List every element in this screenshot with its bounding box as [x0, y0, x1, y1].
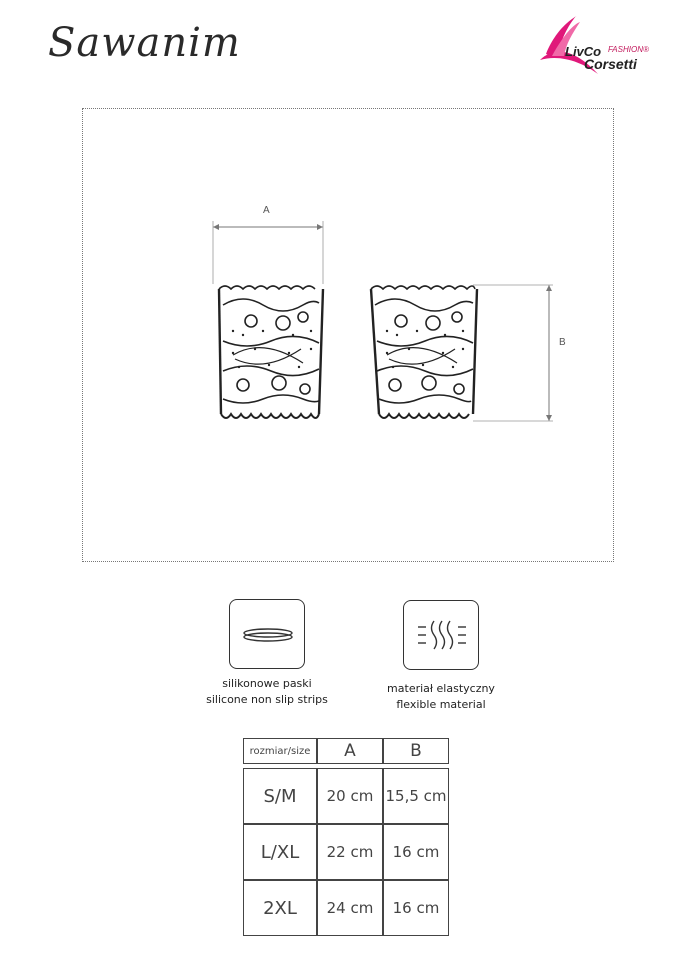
feature-label-elastic-en: flexible material — [396, 698, 486, 711]
feature-label-silicone-en: silicone non slip strips — [206, 693, 328, 706]
brand-name-livco: LivCo — [565, 44, 602, 59]
brand-name-corsetti: Corsetti — [584, 56, 637, 72]
value-a-cell: 20 cm — [317, 768, 383, 824]
size-cell: L/XL — [243, 824, 317, 880]
dimension-a-label: A — [263, 205, 270, 216]
table-row — [243, 768, 449, 824]
size-table-col-b: B — [383, 738, 449, 764]
size-cell: 2XL — [243, 880, 317, 936]
feature-label-silicone-pl: silikonowe paski — [222, 677, 312, 690]
size-cell: S/M — [243, 768, 317, 824]
product-title: Sawanim — [48, 20, 241, 66]
elastic-material-icon — [403, 600, 479, 670]
size-table-col-a: A — [317, 738, 383, 764]
product-drawing-frame — [82, 108, 614, 562]
left-garter — [219, 286, 323, 418]
value-b-cell: 16 cm — [383, 880, 449, 936]
size-table — [243, 738, 449, 936]
feature-label-elastic — [351, 681, 531, 713]
feature-label-elastic-pl: materiał elastyczny — [387, 682, 495, 695]
table-row — [243, 824, 449, 880]
dimension-b-label: B — [559, 337, 566, 348]
feature-label-silicone — [177, 676, 357, 708]
lace-garter-drawing — [83, 109, 615, 563]
size-table-header — [243, 738, 449, 764]
value-b-cell: 16 cm — [383, 824, 449, 880]
brand-logo — [538, 14, 668, 82]
value-a-cell: 22 cm — [317, 824, 383, 880]
silicone-strip-icon — [229, 599, 305, 669]
value-b-cell: 15,5 cm — [383, 768, 449, 824]
size-table-corner: rozmiar/size — [243, 738, 317, 764]
value-a-cell: 24 cm — [317, 880, 383, 936]
brand-fashion-tag: FASHION® — [608, 45, 649, 54]
table-row — [243, 880, 449, 936]
